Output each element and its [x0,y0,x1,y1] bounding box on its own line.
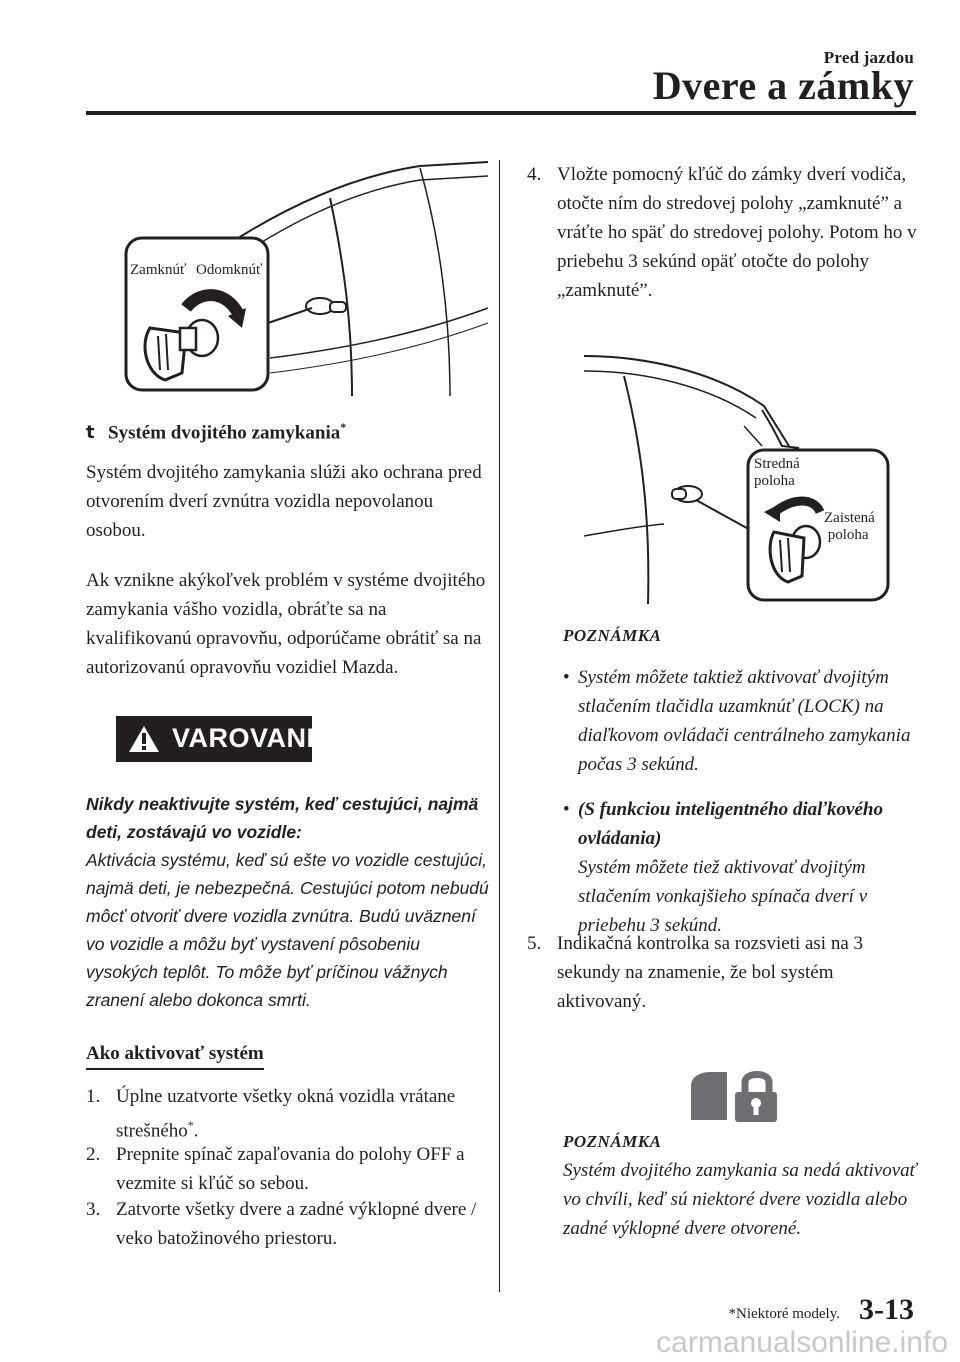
note-bullet: • [563,667,570,688]
step-text: Prepnite spínač zapaľovania do polohy OFF a vezmite si kľúč so sebou. [116,1144,465,1194]
step-text: Indikačná kontrolka sa rozsvieti asi na 3 sekundy na znamenie, že bol systém aktivovaný. [557,933,864,1012]
step-number: 5. [527,933,542,954]
step-number: 4. [527,164,542,185]
section-heading [86,420,346,444]
label-lock: Zamknúť [130,262,187,278]
paragraph-intro: Systém dvojitého zamykania slúži ako ochrana pred otvorením dverí zvnútra vozidla nepovolanou osobou. [86,462,482,541]
chapter-title: Dvere a zámky [652,63,914,108]
warning-text [86,790,496,1014]
note-2-text: Systém dvojitého zamykania sa nedá aktivovať vo chvíli, keď sú niektoré dvere vozidla alebo zadné výklopné dvere otvorené. [563,1160,917,1239]
paragraph-problem: Ak vznikne akýkoľvek problém v systéme dvojitého zamykania vášho vozidla, obráťte sa na kvalifikovanú opravovňu, odporúčame obrátiť sa na autorizovanú opravovňu vozidiel Mazda. [86,570,486,678]
step-3 [86,1195,481,1253]
step-4 [527,160,917,305]
note-item-text: Systém môžete taktiež aktivovať dvojitým stlačením tlačidla uzamknúť (LOCK) na diaľkovom ovládači centrálneho zamykania počas 3 sekúnd. [578,667,911,775]
note-title-1: POZNÁMKA [563,626,662,645]
heading-mark: * [340,420,347,434]
warning-triangle-icon [128,725,160,753]
label-locked-position: Zaistená poloha [824,510,875,543]
step-number: 2. [86,1144,101,1165]
footer-note: *Niektoré modely. [728,1306,840,1322]
note-item-2 [563,795,923,940]
heading-bullet: t [86,422,95,444]
note-title-2: POZNÁMKA [563,1132,662,1151]
column-divider [499,160,500,1292]
warning-badge-label: VAROVANIE [172,723,334,753]
door-handle-icon [306,298,346,314]
note-item-1 [563,663,923,779]
watermark: carmanualsonline.info [656,1326,948,1359]
step-2 [86,1140,481,1198]
section-label: Pred jazdou [823,48,914,67]
warning-body: Aktivácia systému, keď sú ešte vo vozidle cestujúci, najmä deti, je nebezpečná. Cestujúci potom nebudú môcť otvoriť dvere vozidla zvnútra. Budú uväznení vo vozidle a môžu byť vystavení pôsobeniu vysokých teplôt. To môže byť príčinou vážnych zranení alebo dokonca smrti. [86,850,489,1010]
step-number: 1. [86,1086,101,1107]
note-item-text: Systém môžete tiež aktivovať dvojitým stlačením vonkajšieho spínača dverí v priebehu 3 sekúnd. [578,857,868,936]
step-suffix: . [193,1120,199,1142]
door-illustration-2 [584,346,894,606]
header-rule [86,111,916,115]
step-text: Úplne uzatvorte všetky okná vozidla vrátane strešného [116,1086,456,1142]
step-mark: * [187,1118,194,1132]
label-center-position: Stredná poloha [754,456,800,489]
activation-heading: Ako aktivovať systém [86,1043,264,1070]
warning-badge [116,716,334,762]
note-bullet: • [563,799,570,820]
double-lock-indicator-icon [687,1068,779,1124]
heading-text: Systém dvojitého zamykania [108,422,341,444]
step-number: 3. [86,1199,101,1220]
figure-key-positions [584,346,894,606]
step-1 [86,1082,481,1145]
door-handle-icon [672,486,702,502]
page-number: 3-13 [859,1293,914,1326]
step-text: Zatvorte všetky dvere a zadné výklopné dvere / veko batožinového priestoru. [116,1199,477,1249]
warning-bold: Nikdy neaktivujte systém, keď cestujúci, najmä deti, zostávajú vo vozidle: [86,794,479,842]
note-item-bold: (S funkciou inteligentného diaľkového ovládania) [578,799,883,849]
step-text: Vložte pomocný kľúč do zámky dverí vodiča, otočte ním do stredovej polohy „zamknuté” a vráťte ho späť do stredovej polohy. Potom ho v priebehu 3 sekúnd opäť otočte do polohy „zamknuté”. [557,164,917,301]
label-unlock: Odomknúť [196,262,263,278]
figure-door-lock-turn [120,158,490,398]
step-5 [527,929,917,1016]
